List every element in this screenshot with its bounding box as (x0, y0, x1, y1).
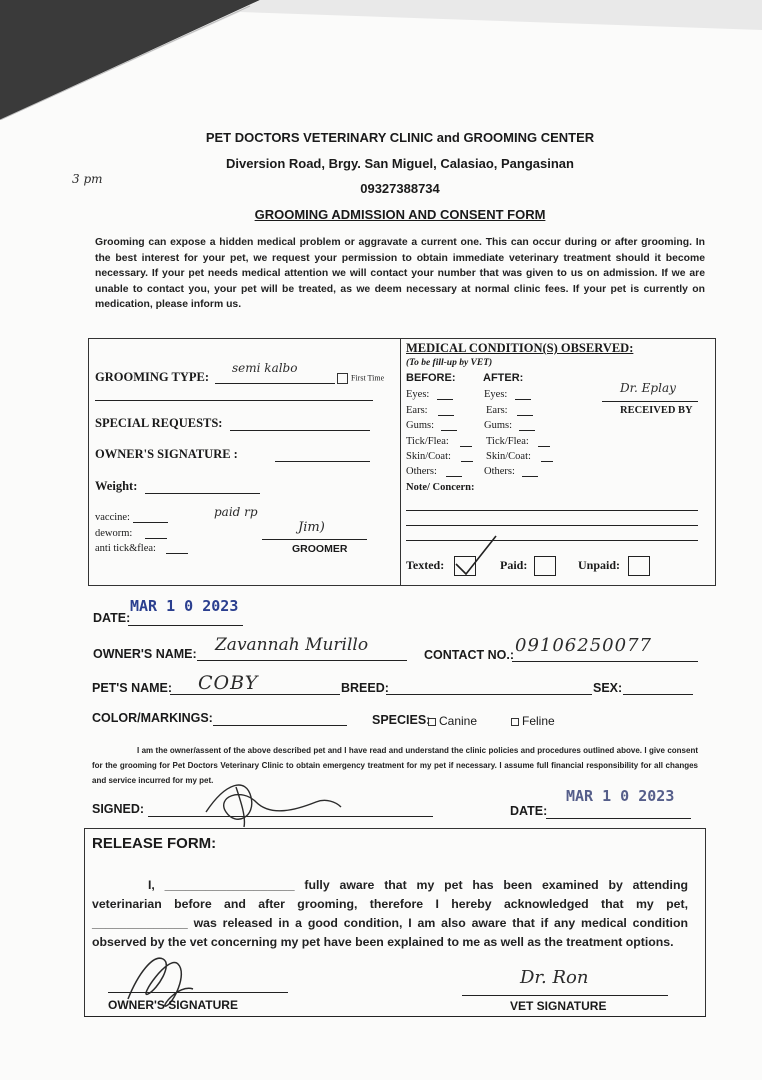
owner-name-label: OWNER'S NAME: (93, 647, 197, 661)
before-line (441, 430, 457, 431)
clinic-phone: 09327388734 (360, 181, 440, 196)
vet-signature-line (462, 995, 668, 996)
received-by-label: RECEIVED BY (620, 405, 693, 416)
after-item: Eyes: (484, 389, 508, 400)
paid-checkbox[interactable] (534, 556, 556, 576)
before-item: Eyes: (406, 389, 430, 400)
check-mark-icon (450, 532, 500, 580)
pet-name-value[interactable]: COBY (198, 672, 259, 694)
breed-label: BREED: (341, 681, 389, 695)
after-line (541, 461, 553, 462)
owner-release-line (108, 992, 288, 993)
after-line (515, 399, 531, 400)
after-line (538, 446, 550, 447)
before-line (461, 461, 473, 462)
breed-line (386, 694, 592, 695)
after-line (519, 430, 535, 431)
contact-label: CONTACT NO.: (424, 648, 515, 662)
before-item: Ears: (406, 405, 428, 416)
unpaid-checkbox[interactable] (628, 556, 650, 576)
deworm-label: deworm: (95, 528, 133, 539)
consent-paragraph: I am the owner/assent of the above described pet and I have read and understand the clinic policies and procedures outlined above. I give consent for the grooming for Pet Doctors Veterinary Clinic to obtain emergency treatment for my pet if necessary. I assume full financial responsibility for all changes and service incurred for my pet. (92, 746, 698, 785)
vet-signature: Dr. Ron (520, 967, 589, 988)
sex-label: SEX: (593, 681, 623, 695)
grooming-extra-line (95, 400, 373, 401)
page-fold-shadow (0, 0, 762, 120)
owner-name-value[interactable]: Zavannah Murillo (215, 635, 369, 655)
note-line[interactable] (406, 510, 698, 511)
vaccine-line (133, 522, 168, 523)
unpaid-label: Unpaid: (578, 558, 621, 572)
vet-signature-label: VET SIGNATURE (510, 999, 607, 1013)
before-item: Skin/Coat: (406, 451, 451, 462)
form-title: GROOMING ADMISSION AND CONSENT FORM (254, 207, 546, 222)
clinic-name: PET DOCTORS VETERINARY CLINIC and GROOMING CENTER (205, 130, 595, 145)
release-title: RELEASE FORM: (92, 835, 217, 852)
paid-note: paid rp (214, 505, 258, 519)
release-paragraph: I, ___________________ fully aware that my pet has been examined by attending veterinarian before and after grooming, therefore I hereby acknowledged that my pet, ______________ was released in a good condition, I am also aware that if any medical condition observed by the vet concerning my pet have been explained to me as well as the treatment options. (92, 878, 688, 949)
texted-label: Texted: (406, 558, 445, 572)
before-item: Others: (406, 466, 437, 477)
anti-tick-line (166, 553, 188, 554)
before-item: Gums: (406, 420, 435, 431)
date-stamp: MAR 1 0 2023 (130, 597, 239, 615)
pet-name-label: PET'S NAME: (92, 681, 173, 695)
weight-line (145, 493, 260, 494)
canine-label: Canine (439, 714, 478, 728)
before-line (460, 446, 472, 447)
date-label: DATE: (93, 611, 131, 625)
consent-date-line (546, 818, 691, 819)
grooming-type-label: GROOMING TYPE: (95, 370, 210, 384)
groomer-label: GROOMER (292, 543, 348, 555)
grooming-type-value[interactable]: semi kalbo (232, 361, 298, 375)
grooming-type-line (215, 383, 335, 384)
owner-release-label: OWNER'S SIGNATURE (108, 998, 238, 1012)
special-requests-line (230, 430, 370, 431)
clinic-address: Diversion Road, Brgy. San Miguel, Calasiao, Pangasinan (226, 156, 574, 171)
margin-note: 3 pm (72, 172, 103, 186)
consent-date-label: DATE: (510, 804, 548, 818)
before-line (437, 399, 453, 400)
after-line (522, 476, 538, 477)
first-time-label: First Time (351, 373, 385, 383)
after-item: Ears: (486, 405, 508, 416)
after-item: Others: (484, 466, 515, 477)
weight-label: Weight: (95, 479, 138, 493)
feline-label: Feline (522, 714, 555, 728)
after-line (517, 415, 533, 416)
color-markings-line (213, 725, 347, 726)
anti-tick-label: anti tick&flea: (95, 543, 156, 554)
contact-value[interactable]: 09106250077 (515, 635, 652, 656)
after-item: Gums: (484, 420, 513, 431)
vaccine-label: vaccine: (95, 512, 130, 523)
before-line (446, 476, 462, 477)
received-by-line (602, 401, 698, 402)
release-bottom-line (84, 1016, 706, 1017)
box-divider (400, 338, 401, 586)
medical-title: MEDICAL CONDITION(S) OBSERVED: (406, 341, 634, 355)
medical-subtitle: (To be fill-up by VET) (406, 358, 493, 368)
after-label: AFTER: (483, 372, 524, 384)
before-item: Tick/Flea: (406, 436, 449, 447)
pet-name-line (170, 694, 340, 695)
contact-line (512, 661, 698, 662)
before-label: BEFORE: (406, 372, 456, 384)
owner-signature-label: OWNER'S SIGNATURE : (95, 447, 238, 461)
received-by-signature: Dr. Eplay (620, 381, 676, 395)
after-item: Skin/Coat: (486, 451, 531, 462)
date-line (128, 625, 243, 626)
owner-signature-scribble (196, 772, 346, 832)
before-line (438, 415, 454, 416)
canine-option[interactable] (428, 714, 477, 728)
color-markings-label: COLOR/MARKINGS: (92, 711, 213, 725)
groomer-line (262, 539, 367, 540)
sex-line (623, 694, 693, 695)
first-time-checkbox[interactable] (337, 373, 384, 384)
intro-paragraph: Grooming can expose a hidden medical problem or aggravate a current one. This can occur during or after grooming. In the best interest for your pet, we request your permission to obtain immediate veterinary treatment should it become necessary. If your pet needs medical attention we will contact your number that was given to us on admission. If we are unable to contact you, your pet will be treated, as we deem necessary at normal clinic fees. If your pet is currently on medication, please inform us. (95, 237, 705, 311)
signed-label: SIGNED: (92, 802, 145, 816)
owner-signature-line (275, 461, 370, 462)
special-requests-label: SPECIAL REQUESTS: (95, 416, 223, 430)
groomer-signature: Jim) (298, 520, 325, 535)
owner-name-line (197, 660, 407, 661)
consent-date-stamp: MAR 1 0 2023 (566, 787, 675, 805)
note-label: Note/ Concern: (406, 482, 475, 493)
feline-option[interactable] (511, 714, 555, 728)
deworm-line (145, 538, 167, 539)
paid-label: Paid: (500, 558, 528, 572)
note-line[interactable] (406, 525, 698, 526)
after-item: Tick/Flea: (486, 436, 529, 447)
species-label: SPECIES: (372, 713, 431, 727)
